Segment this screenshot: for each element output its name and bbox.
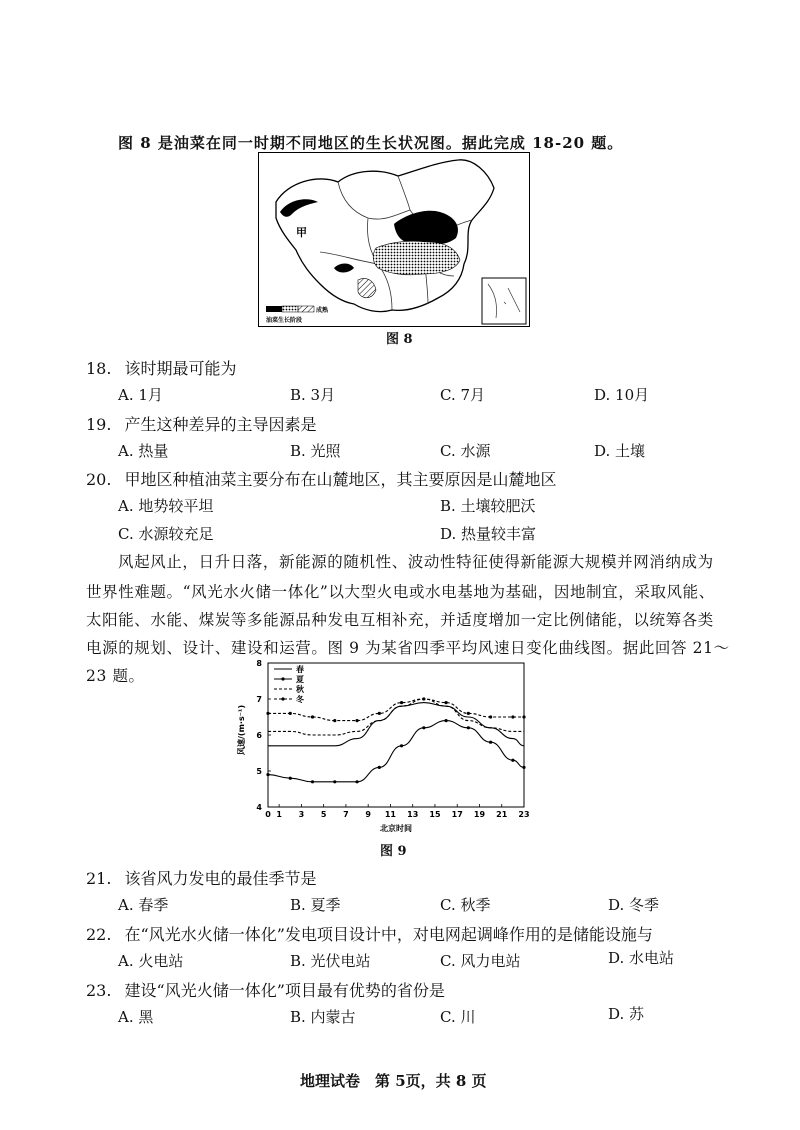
series-line-2 [268,721,524,782]
x-tick-label: 19 [473,810,486,819]
option-d[interactable]: D. 10月 [594,386,650,404]
option-c[interactable]: C. 川 [440,1008,476,1026]
series-line-1 [268,703,524,746]
legend-label-3: 秋 [296,685,304,694]
legend-marker [281,677,284,680]
x-tick-label: 3 [298,810,305,819]
data-point [444,719,447,722]
x-tick-label: 1 [276,810,282,819]
data-point [289,777,292,780]
option-b[interactable]: B. 3月 [290,386,336,404]
legend-label-1: 春 [296,665,304,674]
paragraph-line-4: 电源的规划、设计、建设和运营。图 9 为某省四季平均风速日变化曲线图。据此回答 21～ [86,639,730,657]
question-20 [86,467,557,490]
data-point [511,759,514,762]
chart-series-group [266,697,525,783]
question-21 [86,866,317,889]
question-19 [86,412,317,435]
china-map-graphic [258,152,530,327]
x-tick-label: 11 [384,810,397,819]
figure-8-caption: 图 8 [386,332,413,347]
page-footer: 地理试卷 第 5页，共 8 页 [300,1072,487,1090]
option-d[interactable]: D. 冬季 [608,896,660,914]
option-d[interactable]: D. 热量较丰富 [440,525,537,543]
paragraph-line-5: 23 题。 [86,667,145,685]
legend-mature-label: 成熟 [316,307,329,314]
map-label-jia: 甲 [296,226,307,239]
question-number: 19. [86,415,112,434]
legend-label-2: 夏 [296,675,304,684]
option-d[interactable]: D. 苏 [608,1005,645,1023]
paragraph-line-1: 风起风止，日升日落，新能源的随机性、波动性特征使得新能源大规模并网消纳成为 [118,553,714,571]
y-tick-label: 5 [256,767,262,776]
data-point [422,726,425,729]
option-b[interactable]: B. 内蒙古 [290,1008,356,1026]
data-point [522,715,525,718]
data-point [400,744,403,747]
option-d[interactable]: D. 水电站 [608,949,675,967]
option-a[interactable]: A. 火电站 [118,952,184,970]
y-tick-label: 8 [256,659,262,668]
data-point [289,712,292,715]
option-b[interactable]: B. 土壤较肥沃 [440,497,536,515]
wind-speed-chart [228,655,528,840]
question-18 [86,356,237,379]
question-stem: 该省风力发电的最佳季节是 [124,869,317,888]
option-c[interactable]: C. 风力电站 [440,952,521,970]
option-c[interactable]: C. 秋季 [440,896,491,914]
data-point [378,712,381,715]
x-tick-label: 15 [429,810,441,819]
question-23 [86,978,445,1001]
question-number: 21. [86,869,112,888]
option-a[interactable]: A. 黑 [118,1008,154,1026]
x-tick-label: 9 [365,810,371,819]
chart-legend [274,664,305,704]
question-stem: 建设“风光火储一体化”项目最有优势的省份是 [124,981,445,1000]
legend-stage-label: 油菜生长阶段 [266,317,303,324]
data-point [444,701,447,704]
legend-swatch-dotted [282,306,298,312]
question-stem: 产生这种差异的主导因素是 [124,415,317,434]
paragraph-line-3: 太阳能、水能、煤炭等多能源品种发电互相补充，并适度增加一定比例储能，以统筹各类 [86,611,714,629]
option-b[interactable]: B. 光伏电站 [290,952,371,970]
option-b[interactable]: B. 光照 [290,442,341,460]
data-point [266,712,269,715]
option-a[interactable]: A. 地势较平坦 [118,497,214,515]
data-point [467,726,470,729]
data-point [522,766,525,769]
question-stem: 甲地区种植油菜主要分布在山麓地区，其主要原因是山麓地区 [124,470,557,489]
data-point [266,773,269,776]
question-number: 22. [86,925,112,944]
paragraph-line-2: 世界性难题。“风光水火储一体化”以大型火电或水电基地为基础，因地制宜，采取风能、 [86,583,715,601]
option-c[interactable]: C. 7月 [440,386,486,404]
x-tick-label: 17 [451,810,463,819]
option-d[interactable]: D. 土壤 [594,442,646,460]
data-point [489,715,492,718]
data-point [511,715,514,718]
x-tick-label: 23 [518,810,530,819]
data-point [378,766,381,769]
question-number: 18. [86,359,112,378]
legend-swatch-hatched [298,306,314,312]
data-point [333,780,336,783]
x-tick-label: 13 [407,810,419,819]
y-tick-label: 4 [256,803,262,812]
plot-frame [268,663,524,807]
question-number: 20. [86,470,112,489]
y-tick-label: 7 [256,695,262,704]
region-growing-dotted [373,241,460,275]
figure-8-map [258,152,530,327]
x-tick-label: 7 [343,810,349,819]
chart-x-axis-label: 北京时间 [380,824,412,833]
data-point [467,712,470,715]
option-c[interactable]: C. 水源 [440,442,491,460]
option-b[interactable]: B. 夏季 [290,896,341,914]
chart-y-axis-label: 风速/(m·s⁻¹) [237,704,246,755]
x-tick-label: 21 [496,810,508,819]
x-tick-label: 0 [265,810,271,819]
data-point [333,719,336,722]
data-point [489,741,492,744]
x-tick-label: 5 [320,810,327,819]
legend-swatch-black [266,306,282,312]
series-line-4 [268,699,524,721]
option-a[interactable]: A. 春季 [118,896,169,914]
question-number: 23. [86,981,112,1000]
data-point [422,697,425,700]
data-point [311,715,314,718]
legend-marker [281,697,284,700]
data-point [311,780,314,783]
option-a[interactable]: A. 1月 [118,386,163,404]
data-point [355,780,358,783]
data-point [400,701,403,704]
figure-9-chart [228,655,528,840]
figure-9-caption: 图 9 [380,844,407,859]
data-point [355,719,358,722]
option-a[interactable]: A. 热量 [118,442,169,460]
legend-label-4: 冬 [296,695,304,704]
option-c[interactable]: C. 水源较充足 [118,525,214,543]
y-tick-label: 6 [256,731,262,740]
intro-text: 图 8 是油菜在同一时期不同地区的生长状况图。据此完成 18-20 题。 [118,134,624,152]
question-stem: 该时期最可能为 [124,359,237,378]
question-22 [86,922,653,945]
question-stem: 在“风光水火储一体化”发电项目设计中，对电网起调峰作用的是储能设施与 [124,925,653,944]
